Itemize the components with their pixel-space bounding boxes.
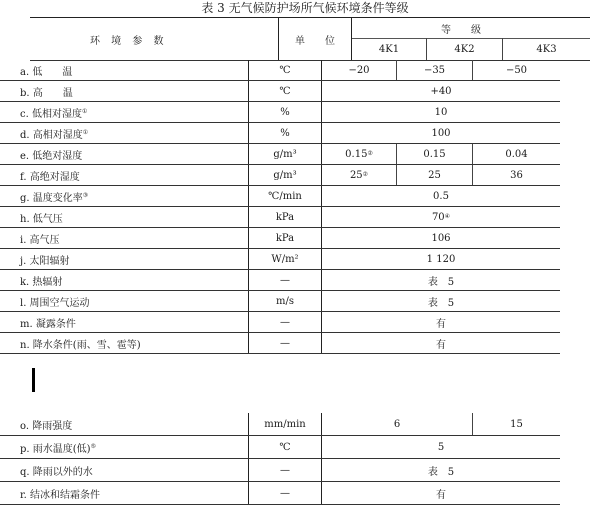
param-label: a. 低 温 [20,66,73,78]
value-cell: 0.04 [472,144,560,164]
unit-cell: ℃ [248,60,322,80]
param-label: f. 高绝对湿度 [20,171,80,183]
value-cell-span: 10 [434,106,448,118]
param-label: j. 太阳辐射 [20,255,70,267]
table-row [0,60,560,81]
table-row [0,102,560,123]
unit-cell: — [248,270,322,290]
value-cell-span: 表 5 [427,276,455,288]
table-row [0,459,560,482]
table-row [0,291,560,312]
value-cell-span: 6 [393,418,401,430]
text-cursor [32,368,35,392]
param-label: l. 周围空气运动 [20,297,90,309]
table-row [0,270,560,291]
param-label: p. 雨水温度(低) ⑤ [20,443,96,455]
unit-cell: g/m³ [248,144,322,164]
table-row [0,144,560,165]
value-cell-span: 有 [436,489,446,501]
table-row [0,186,560,207]
table-row [0,123,560,144]
value-cell-span: 70 ④ [431,211,451,223]
unit-cell: — [248,312,322,332]
value-cell: 0.15 [396,144,472,164]
value-cell-span: 有 [436,339,446,351]
value-cell-span: +40 [430,85,452,97]
header-unit: 单 位 [278,18,352,60]
unit-cell: W/m² [248,249,322,269]
header-class-4k2: 4K2 [426,38,502,60]
header-class-4k3: 4K3 [502,38,590,60]
value-cell: −20 [348,64,370,76]
param-label: c. 低相对湿度 ① [20,108,88,120]
value-cell: 36 [472,165,560,185]
value-cell: 0.15 ② [345,148,373,160]
header-class-4k1: 4K1 [378,43,400,55]
param-label: k. 热辐射 [20,276,63,288]
table-header [30,17,590,61]
param-label: n. 降水条件(雨、雪、雹等) [20,339,141,351]
unit-cell: % [248,123,322,143]
value-cell-span: 0.5 [433,190,449,202]
value-cell-span: 有 [436,318,446,330]
param-label: b. 高 温 [20,87,73,99]
value-cell-span: 表 5 [427,466,455,478]
table-row [0,228,560,249]
value-cell-span: 5 [437,441,445,453]
param-label: i. 高气压 [20,234,60,246]
table-row [0,81,560,102]
table-row [0,436,560,459]
value-cell: 25 ② [349,169,369,181]
table-row [0,333,560,354]
unit-cell: kPa [248,228,322,248]
value-cell-span: 100 [431,127,451,139]
unit-cell: — [248,333,322,353]
value-cell-span: 1 120 [426,253,456,265]
param-label: g. 温度变化率 ③ [20,192,89,204]
header-grade: 等级 [352,18,590,39]
value-cell: −50 [472,60,560,80]
unit-cell: m/s [248,291,322,311]
param-label: q. 降雨以外的水 [20,466,93,478]
param-label: o. 降雨强度 [20,420,73,432]
unit-cell: ℃ [248,436,322,458]
table-row [0,249,560,270]
table-row [0,207,560,228]
unit-cell: % [248,102,322,122]
param-label: d. 高相对湿度 ① [20,129,89,141]
value-cell-span: 106 [431,232,451,244]
param-label: r. 结冰和结霜条件 [20,489,101,501]
unit-cell: — [248,482,322,504]
table-row [0,165,560,186]
value-cell: 15 [472,413,560,435]
param-label: h. 低气压 [20,213,63,225]
unit-cell: g/m³ [248,165,322,185]
table-caption: 表 3 无气候防护场所气候环境条件等级 [201,1,409,15]
table-row [0,413,560,436]
unit-cell: mm/min [248,413,322,435]
table-row [0,482,560,505]
unit-cell: kPa [248,207,322,227]
param-label: e. 低绝对湿度 [20,150,83,162]
unit-cell: — [248,459,322,481]
unit-cell: ℃/min [248,186,322,206]
param-label: m. 凝露条件 [20,318,76,330]
value-cell: 25 [396,165,472,185]
unit-cell: ℃ [248,81,322,101]
table-row [0,312,560,333]
value-cell: −35 [396,60,472,80]
header-param: 环 境 参 数 [90,35,168,47]
value-cell-span: 表 5 [427,297,455,309]
